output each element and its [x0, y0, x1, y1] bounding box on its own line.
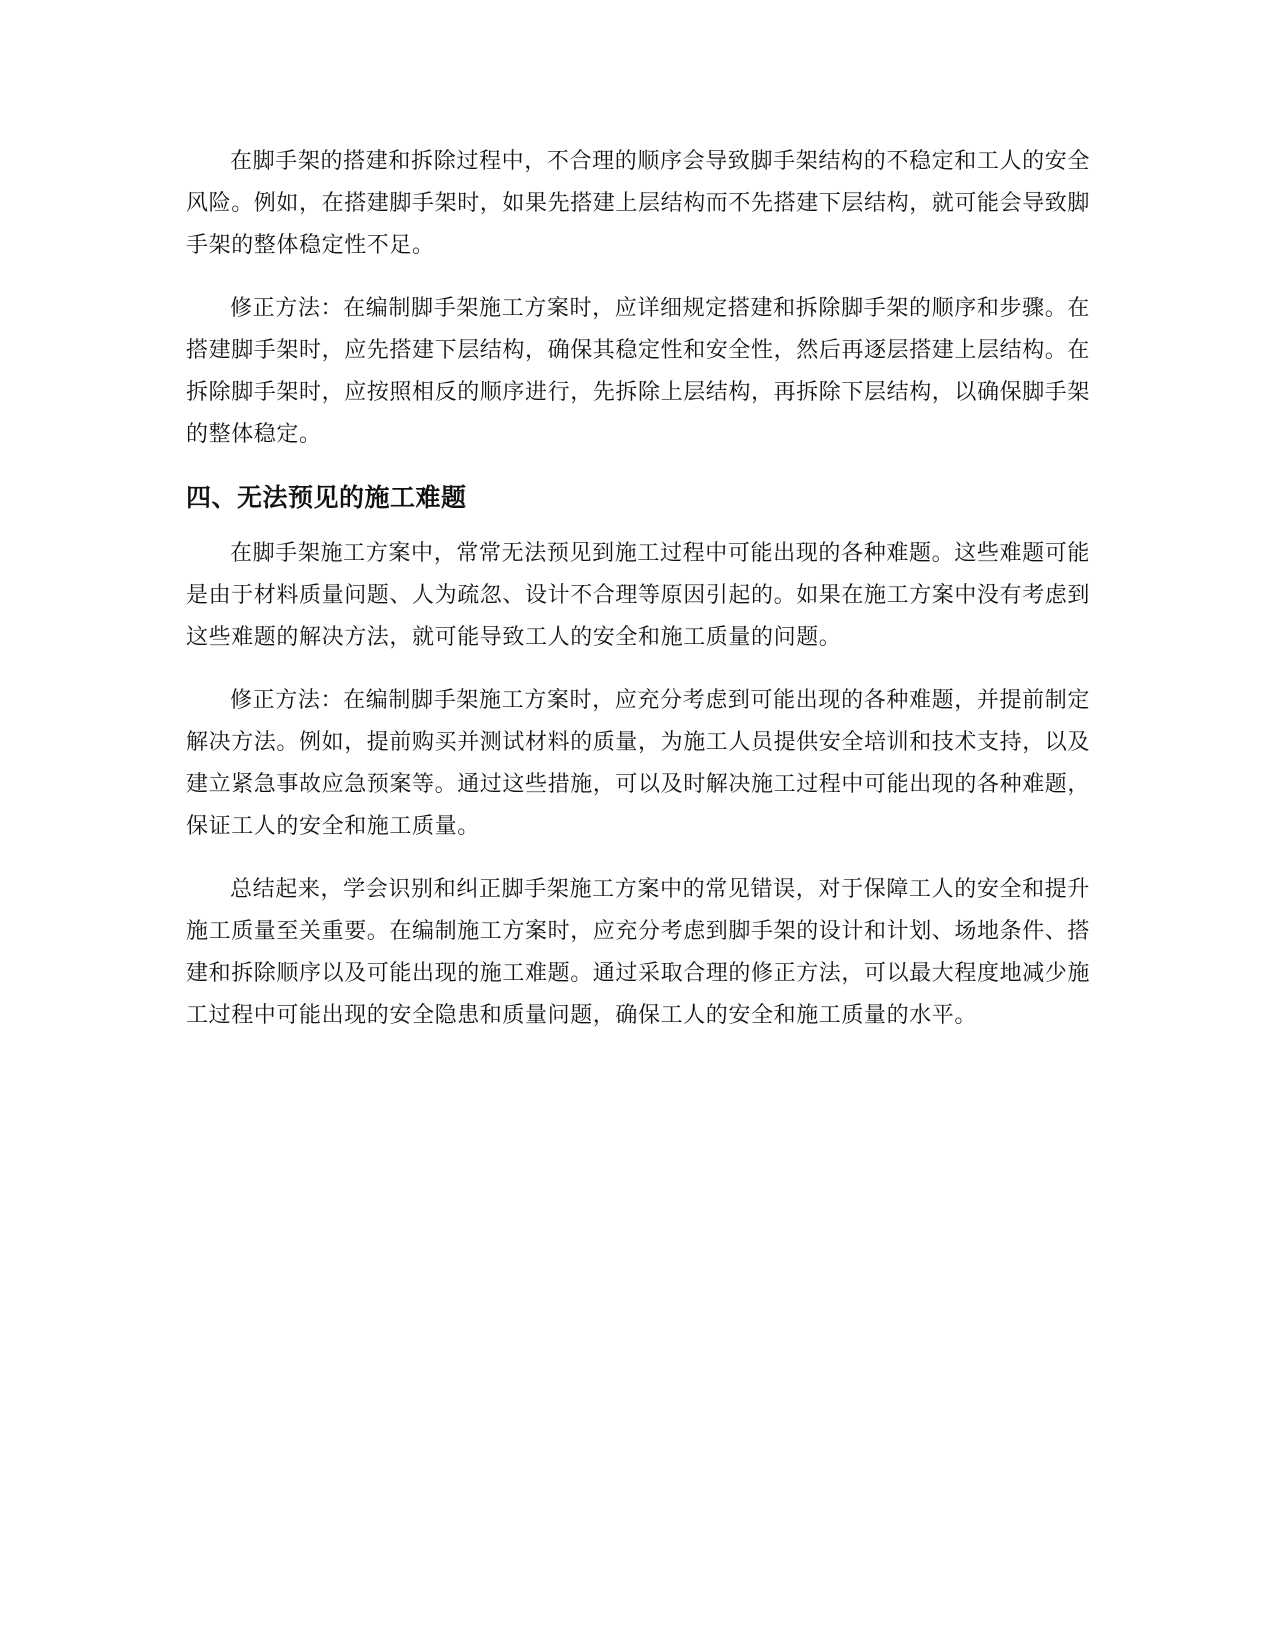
- paragraph-construction-sequence: 在脚手架的搭建和拆除过程中，不合理的顺序会导致脚手架结构的不稳定和工人的安全风险。例如，在搭建脚手架时，如果先搭建上层结构而不先搭建下层结构，就可能会导致脚手架的整体稳定性不足。: [186, 149, 1091, 258]
- paragraph-unforeseen-difficulties: 在脚手架施工方案中，常常无法预见到施工过程中可能出现的各种难题。这些难题可能是由于材料质量问题、人为疏忽、设计不合理等原因引起的。如果在施工方案中没有考虑到这些难题的解决方法，就可能导致工人的安全和施工质量的问题。: [186, 541, 1091, 650]
- paragraph-difficulties-correction: 修正方法：在编制脚手架施工方案时，应充分考虑到可能出现的各种难题，并提前制定解决方法。例如，提前购买并测试材料的质量，为施工人员提供安全培训和技术支持，以及建立紧急事故应急预案等。通过这些措施，可以及时解决施工过程中可能出现的各种难题，保证工人的安全和施工质量。: [186, 688, 1091, 839]
- section-heading: 四、无法预见的施工难题: [186, 483, 467, 512]
- document-body: [186, 141, 1090, 1058]
- paragraph-sequence-correction: 修正方法：在编制脚手架施工方案时，应详细规定搭建和拆除脚手架的顺序和步骤。在搭建脚手架时，应先搭建下层结构，确保其稳定性和安全性，然后再逐层搭建上层结构。在拆除脚手架时，应按照相反的顺序进行，先拆除上层结构，再拆除下层结构，以确保脚手架的整体稳定。: [186, 296, 1091, 447]
- paragraph-summary: 总结起来，学会识别和纠正脚手架施工方案中的常见错误，对于保障工人的安全和提升施工质量至关重要。在编制施工方案时，应充分考虑到脚手架的设计和计划、场地条件、搭建和拆除顺序以及可能出现的施工难题。通过采取合理的修正方法，可以最大程度地减少施工过程中可能出现的安全隐患和质量问题，确保工人的安全和施工质量的水平。: [186, 877, 1091, 1028]
